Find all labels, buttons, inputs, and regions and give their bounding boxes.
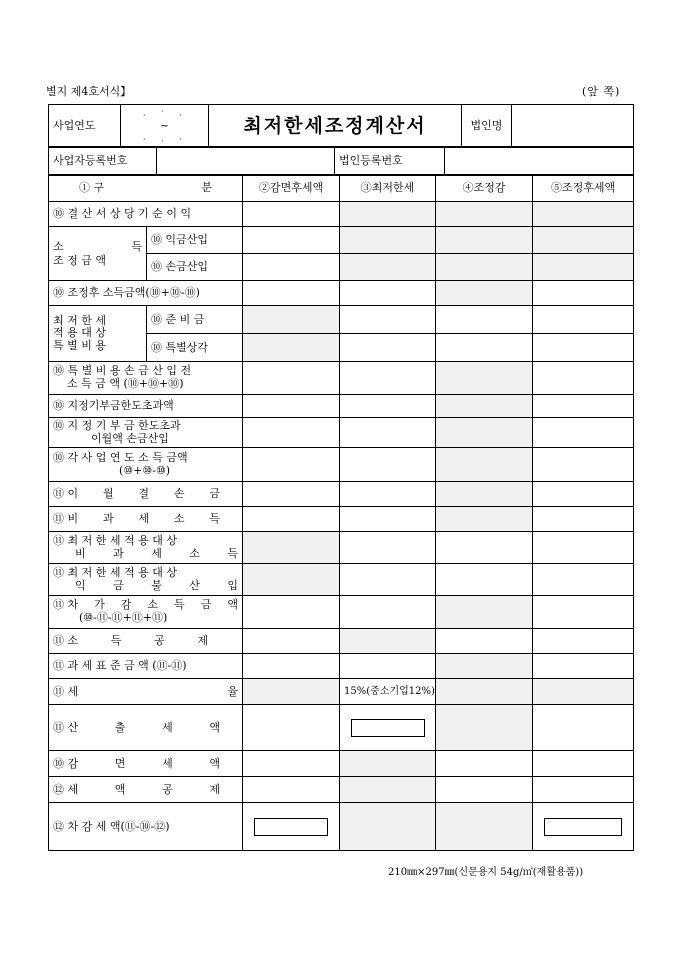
table-row (49, 532, 634, 564)
row-label: ⑩ 지정기부금한도초과액 (49, 395, 243, 418)
table-row (49, 629, 634, 654)
row-label: ⑩ 지 정 기 부 금 한도초과 이월액 손금산입 (49, 418, 243, 448)
table-row (49, 306, 634, 334)
table-row (49, 751, 634, 777)
row-label: ⑪ 비 과 세 소 득 (49, 507, 243, 532)
table-row (49, 596, 634, 629)
business-year-label: 사업연도 (49, 105, 121, 148)
form-title: 최저한세조정계산서 (209, 105, 462, 148)
row-label: ⑩ 각 사 업 연 도 소 득 금액 (⑩+⑩-⑩) (49, 448, 243, 482)
row-label: ⑪ 소 득 공 제 (49, 629, 243, 654)
page-side-label: (앞 쪽) (582, 85, 621, 98)
business-year-field[interactable]: · · · ~ · · · (121, 105, 209, 148)
calculation-table (48, 174, 634, 851)
row-label: ⑩ 조정후 소득금액(⑩+⑩-⑩) (49, 281, 243, 306)
table-row (49, 654, 634, 679)
table-row (49, 227, 634, 254)
row-label: ⑪ 이 월 결 손 금 (49, 482, 243, 507)
row-label: ⑩ 특별상각 (147, 334, 243, 362)
paper-spec-footer: 210㎜×297㎜(신문용지 54g/㎡(재활용품)) (388, 867, 584, 878)
minimum-tax-rate: 15%(중소기업12%) (340, 679, 436, 705)
table-row (49, 777, 634, 803)
corp-reg-label: 법인등록번호 (335, 147, 445, 176)
col-category: ① 구 분 (49, 175, 243, 202)
deducted-tax-box-after[interactable] (544, 818, 622, 836)
table-row (49, 202, 634, 227)
table-row (49, 564, 634, 596)
row-label: ⑩ 익금산입 (147, 227, 243, 254)
row-label: ⑪ 최 저 한 세 적 용 대 상 익 금 불 산 입 (49, 564, 243, 596)
row-label: ⑩ 결 산 서 상 당 기 순 이 익 (49, 202, 243, 227)
table-row (49, 448, 634, 482)
row-label: ⑫ 세 액 공 제 (49, 777, 243, 803)
row-label: ⑪ 과 세 표 준 금 액 (⑪-⑪) (49, 654, 243, 679)
row-label: ⑩ 감 면 세 액 (49, 751, 243, 777)
biz-reg-label: 사업자등록번호 (49, 147, 157, 176)
table-row (49, 395, 634, 418)
table-row (49, 705, 634, 751)
table-row (49, 281, 634, 306)
col-after-adjustment: ⑤조정후세액 (533, 175, 634, 202)
col-after-reduction: ②감면후세액 (243, 175, 340, 202)
row-label: ⑪ 최 저 한 세 적 용 대 상 비 과 세 소 득 (49, 532, 243, 564)
table-row (49, 362, 634, 395)
col-minimum-tax: ③최저한세 (340, 175, 436, 202)
row-label: ⑪ 산 출 세 액 (49, 705, 243, 751)
row-label: ⑩ 특 별 비 용 손 금 산 입 전 소 득 금 액 (⑩+⑩+⑩) (49, 362, 243, 395)
row-label: ⑪ 세 율 (49, 679, 243, 705)
table-row (49, 679, 634, 705)
row-label: ⑩ 준 비 금 (147, 306, 243, 334)
row-label-income-adjust: 소 득 조 정 금 액 (49, 227, 147, 281)
table-row (49, 418, 634, 448)
header-table (48, 104, 634, 148)
form-number: 별지 제4호서식】 (46, 85, 132, 98)
corp-reg-field[interactable] (445, 147, 634, 176)
row-label-min-tax-special: 최 저 한 세 적 용 대 상 특 별 비 용 (49, 306, 147, 362)
column-header-row (49, 175, 634, 202)
row-label: ⑪ 차 가 감 소 득 금 액 (⑩-⑪-⑪+⑪+⑪) (49, 596, 243, 629)
row-label: ⑩ 손금산입 (147, 254, 243, 281)
deducted-tax-box-before[interactable] (254, 818, 328, 836)
biz-reg-field[interactable] (157, 147, 335, 176)
registration-table (48, 146, 634, 176)
row-label: ⑫ 차 감 세 액(⑪-⑩-⑫) (49, 803, 243, 851)
corp-name-label: 법인명 (462, 105, 512, 148)
computed-tax-box[interactable] (351, 719, 425, 737)
table-row (49, 803, 634, 851)
table-row (49, 482, 634, 507)
col-adjustment: ④조정감 (436, 175, 533, 202)
year-separator: ~ (159, 119, 170, 133)
corp-name-field[interactable] (512, 105, 634, 148)
table-row (49, 507, 634, 532)
